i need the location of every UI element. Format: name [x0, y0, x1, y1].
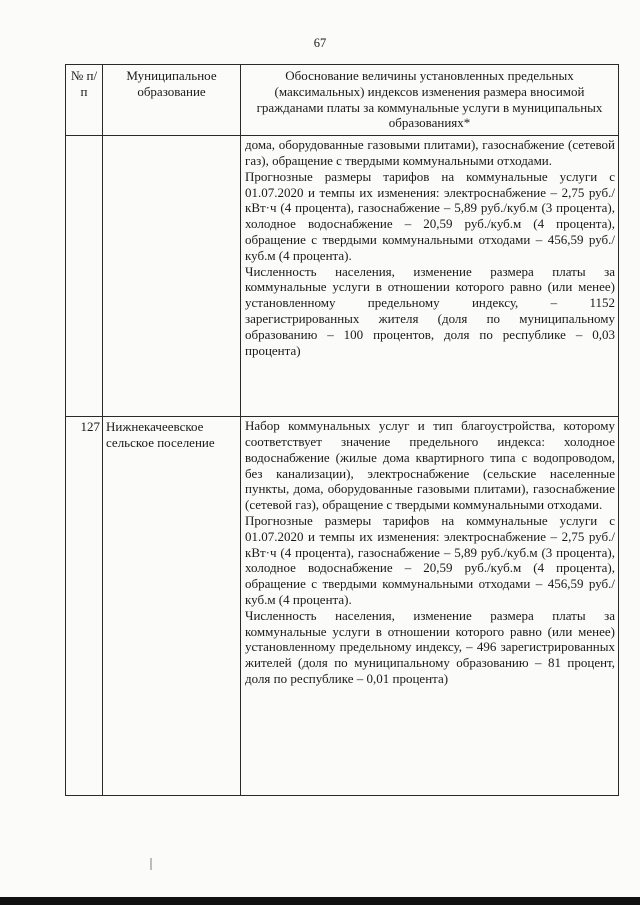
table-header-row	[66, 65, 619, 136]
page-bottom-edge	[0, 897, 640, 905]
cell-municipality: Нижнекачеевское сельское поселение	[103, 417, 241, 796]
cell-num: 127	[66, 417, 103, 796]
table-row-continuation	[66, 136, 619, 417]
cell-justification-continuation	[241, 136, 619, 417]
header-municipality: Муниципальное образование	[103, 65, 241, 136]
cell-justification	[241, 417, 619, 796]
header-num: № п/п	[66, 65, 103, 136]
page-number: 67	[313, 36, 327, 50]
cell-num-empty	[66, 136, 103, 417]
scan-artifact	[150, 858, 152, 870]
paragraph-population: Численность населения, изменение размера платы за коммунальные услуги в отношении которого равно (или менее) установленному предельному индексу, – 496 зарегистрированных жителей (доля по муниципальному образованию – 81 процент, доля по республике – 0,01 процента)	[245, 607, 615, 686]
paragraph-tariffs: Прогнозные размеры тарифов на коммунальные услуги с 01.07.2020 и темпы их изменения: электроснабжение – 2,75 руб./кВт·ч (4 процента), газоснабжение – 5,89 руб./куб.м (3 процента), холодное водоснабжение – 20,59 руб./куб.м (4 процента), обращение с твердыми коммунальными отходами – 456,59 руб./куб.м (4 процента).	[245, 168, 615, 263]
paragraph-population: Численность населения, изменение размера платы за коммунальные услуги в отношении которого равно (или менее) установленному предельному индексу, – 1152 зарегистрированных жителя (доля по муниципальному образованию – 100 процентов, доля по республике – 0,03 процента)	[245, 263, 615, 358]
paragraph-utilities-continued: дома, оборудованные газовыми плитами), газоснабжение (сетевой газ), обращение с твердыми коммунальными отходами.	[245, 137, 615, 168]
indices-table	[65, 64, 619, 796]
paragraph-tariffs: Прогнозные размеры тарифов на коммунальные услуги с 01.07.2020 и темпы их изменения: электроснабжение – 2,75 руб./кВт·ч (4 процента), газоснабжение – 5,89 руб./куб.м (3 процента), холодное водоснабжение – 20,59 руб./куб.м (4 процента), обращение с твердыми коммунальными отходами – 456,59 руб./куб.м (4 процента).	[245, 512, 615, 607]
table-row	[66, 417, 619, 796]
cell-municipality-empty	[103, 136, 241, 417]
header-justification: Обоснование величины установленных предельных (максимальных) индексов изменения размера вносимой гражданами платы за коммунальные услуги в муниципальных образованиях*	[241, 65, 619, 136]
paragraph-utilities: Набор коммунальных услуг и тип благоустройства, которому соответствует значение предельного индекса: холодное водоснабжение (жилые дома квартирного типа с водопроводом, без канализации), электроснабжение (сельские населенные пункты, дома, оборудованные газовыми плитами), газоснабжение (сетевой газ), обращение с твердыми коммунальными отходами.	[245, 418, 615, 513]
